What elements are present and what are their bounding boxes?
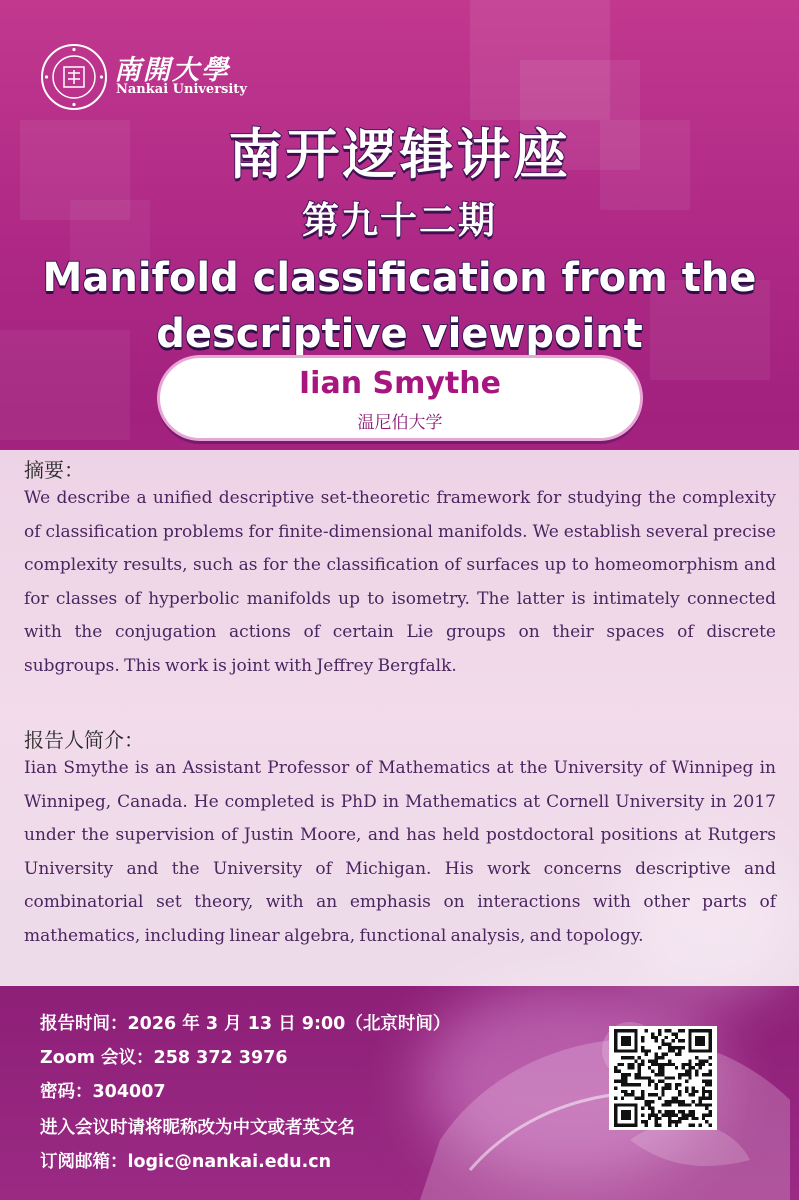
abstract-heading: 摘要： (24, 458, 84, 482)
content-panel (0, 450, 799, 986)
speaker-name: Iian Smythe (299, 366, 501, 401)
nickname-note: 进入会议时请将昵称改为中文或者英文名 (40, 1118, 355, 1138)
zoom-meeting-id[interactable]: Zoom 会议：258 372 3976 (40, 1048, 288, 1068)
university-logo-text (114, 48, 274, 100)
bio-text: Iian Smythe is an Assistant Professor of Mathematics at the University of Winnipeg in Winnipeg, Canada. He completed is PhD in Mathematics at Cornell University in 2017 under the supervision of Justin Moore, and has held postdoctoral positions at Rutgers University and the University of Michigan. His work concerns descriptive and combinatorial set theory, with an emphasis on interactions with other parts of mathematics, including linear algebra, functional analysis, and topology. (24, 758, 776, 946)
qr-code-icon[interactable] (609, 1026, 717, 1130)
speaker-affiliation: 温尼伯大学 (357, 413, 443, 433)
university-name-cn: 南開大學 (114, 55, 230, 86)
bio-heading: 报告人简介： (24, 728, 144, 752)
series-title: 南开逻辑讲座 (228, 123, 571, 186)
issue-number: 第九十二期 (302, 199, 497, 242)
university-name-en: Nankai University (116, 82, 247, 97)
talk-title: Manifold classification from the descriptive viewpoint (42, 255, 757, 357)
meeting-password: 密码：304007 (40, 1082, 166, 1102)
abstract-text: We describe a unified descriptive set-theoretic framework for studying the complexity of classification problems for finite-dimensional manifolds. We establish several precise complexity results, such as for the classification of surfaces up to homeomorphism and for classes of hyperbolic manifolds up to isometry. The latter is intimately connected with the conjugation actions of certain Lie groups on their spaces of discrete subgroups. This work is joint with Jeffrey Bergfalk. (24, 488, 776, 676)
talk-time: 报告时间：2026 年 3 月 13 日 9:00（北京时间） (40, 1014, 451, 1034)
speaker-card (160, 358, 640, 438)
nankai-seal-icon (40, 43, 108, 111)
subscription-email[interactable]: 订阅邮箱：logic@nankai.edu.cn (40, 1152, 332, 1172)
